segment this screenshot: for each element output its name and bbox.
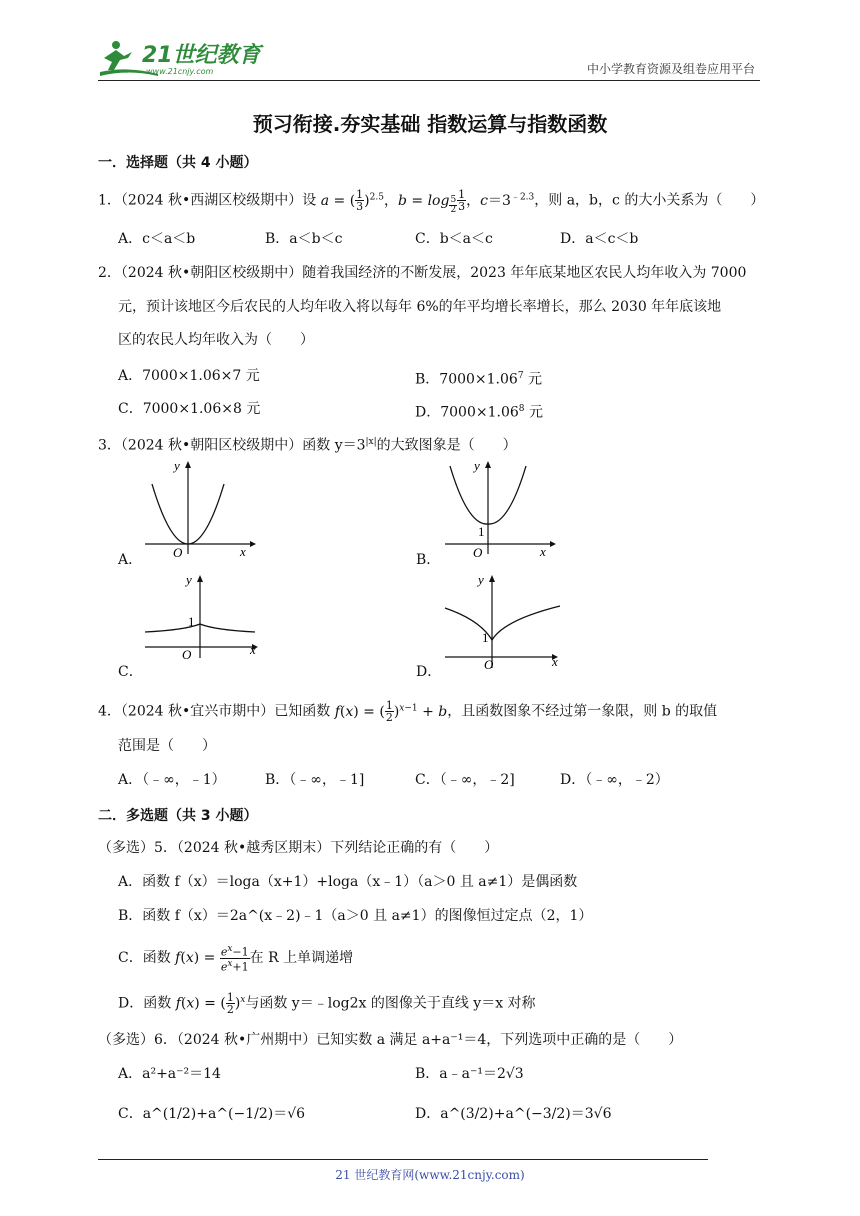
q3-label-c: C． [118,664,143,680]
q4-suffix: ，且函数图象不经过第一象限，则 b 的取值 [447,703,718,720]
q3-stem [98,432,517,456]
q6-stem: （多选）6．（2024 秋•广州期中）已知实数 a 满足 a+a⁻¹＝4，下列选项中正确的是（ ） [98,1032,683,1048]
q5-option-c-text: 在 R 上单调递增 [249,950,354,967]
q2-option-d-unit: 元 [524,404,543,421]
q3-a-origin: O [173,545,183,560]
q3-d-y-label: y [478,572,484,587]
q1-option-b[interactable]: B．a＜b＜c [265,231,343,247]
q1-option-c[interactable]: C．b＜a＜c [415,231,493,247]
q3-b-origin: O [473,545,483,560]
q3-graph-b[interactable] [440,456,560,560]
q6-option-b[interactable]: B．a﹣a⁻¹＝2√3 [415,1066,524,1082]
q3-d-origin: O [484,657,494,672]
header-divider [98,80,760,81]
q5-option-b[interactable]: B．函数 f（x）＝2a^(x﹣2)﹣1（a＞0 且 a≠1）的图像恒过定点（2，1） [118,908,593,924]
q2-option-b[interactable] [415,366,542,390]
q6-option-c[interactable]: C．a^(1/2)+a^(−1/2)＝√6 [118,1106,306,1122]
q2-option-b-exp: 7 [517,371,524,381]
q3-prefix: 3．（2024 秋•朝阳区校级期中）函数 y＝3 [98,437,366,454]
q5-stem: （多选）5．（2024 秋•越秀区期末）下列结论正确的有（ ） [98,840,499,856]
q2-option-c[interactable]: C．7000×1.06×8 元 [118,401,261,417]
q5-option-c[interactable]: C．函数 f(x) = $\frac{e^x-1}{e^x+1}$ 在 R 上单调递增 [118,944,354,974]
section-heading-multi: 二．多选题（共 3 小题） [98,808,258,824]
q5-option-a[interactable]: A．函数 f（x）＝loga（x+1）+loga（x﹣1）（a＞0 且 a≠1）是偶函数 [118,874,578,890]
q4-formula: f(x) = ( $\frac{1}{2}$ )$^{x-1}$ + b [334,699,448,725]
q3-b-y-label: y [474,458,480,473]
q4-line-2: 范围是（ ） [118,738,216,754]
q3-a-x-label: x [240,544,246,559]
q1-suffix: ，则 a，b，c 的大小关系为（ ） [534,192,765,209]
q3-label-d: D． [416,664,442,680]
q2-option-d-exp: 8 [518,404,525,414]
q4-option-d[interactable]: D．（﹣∞，﹣2） [560,772,669,788]
q6-option-d[interactable]: D．a^(3/2)+a^(−3/2)＝3√6 [415,1106,612,1122]
q3-label-a: A． [118,552,143,568]
q2-option-b-base: B．7000×1.06 [415,371,518,388]
site-logo [98,36,268,80]
footer-link[interactable]: 21 世纪教育网(www.21cnjy.com) [335,1168,525,1182]
question-1-stem [98,187,764,216]
q6-option-a[interactable]: A．a²+a⁻²＝14 [118,1066,221,1082]
q1-formula: a = ( $\frac{1}{3}$ )$^{2.5}$，b = log $_{\frac{5}{2}}$ $\frac{1}{3}$ ，$c=3^{﹣2.3}$ [320,188,535,216]
q3-c-one-label: 1 [188,614,195,629]
q3-a-y-label: y [174,458,180,473]
q2-line-3: 区的农民人均年收入为（ ） [118,332,314,348]
svg-text:www.21cnjy.com: www.21cnjy.com [146,67,214,76]
q3-c-y-label: y [186,572,192,587]
header-platform-text: 中小学教育资源及组卷应用平台 [586,62,755,76]
q4-option-b[interactable]: B．（﹣∞，﹣1] [265,772,365,788]
q1-option-a[interactable]: A．c＜a＜b [118,231,196,247]
q3-label-b: B． [416,552,441,568]
q3-suffix: 的大致图象是（ ） [376,437,517,454]
q5-option-d[interactable]: D．函数 f(x) = ( $\frac{1}{2}$ )$^x$与函数 y＝﹣log2x 的图像关于直线 y＝x 对称 [118,991,536,1017]
q3-d-one-label: 1 [482,630,489,645]
page-title: 预习衔接.夯实基础 指数运算与指数函数 [252,112,608,136]
q5-option-d-text: 与函数 y＝﹣log2x 的图像关于直线 y＝x 对称 [245,995,536,1012]
q2-line-2: 元，预计该地区今后农民的人均年收入将以每年 6%的年平均增长率增长，那么 2030 年年底该地 [118,299,722,315]
footer-divider [98,1159,708,1160]
q1-prefix: 1．（2024 秋•西湖区校级期中）设 [98,192,317,209]
q2-line-1: 2．（2024 秋•朝阳区校级期中）随着我国经济的不断发展，2023 年年底某地区农民人均年收入为 7000 [98,265,747,281]
q3-c-x-label: x [250,642,256,657]
section-heading-choice: 一．选择题（共 4 小题） [98,155,258,171]
q3-graph-d[interactable] [440,570,565,670]
q3-b-x-label: x [540,544,546,559]
q3-graph-a[interactable] [140,456,260,560]
q3-c-origin: O [182,647,192,662]
q2-option-b-unit: 元 [523,371,543,388]
q1-option-d[interactable]: D．a＜c＜b [560,231,639,247]
q2-option-d[interactable] [415,399,543,423]
q3-d-x-label: x [552,654,558,669]
q3-graph-c[interactable] [140,570,265,660]
q3-b-one-label: 1 [478,524,485,539]
q4-option-c[interactable]: C．（﹣∞，﹣2] [415,772,515,788]
q4-prefix: 4．（2024 秋•宜兴市期中）已知函数 [98,703,331,720]
q4-stem [98,698,717,723]
q3-exp: |x| [365,437,377,447]
q2-option-a[interactable]: A．7000×1.06×7 元 [118,368,260,384]
q2-option-d-base: D．7000×1.06 [415,404,519,421]
svg-text:21世纪教育: 21世纪教育 [142,43,261,68]
q4-option-a[interactable]: A．（﹣∞，﹣1） [118,772,226,788]
